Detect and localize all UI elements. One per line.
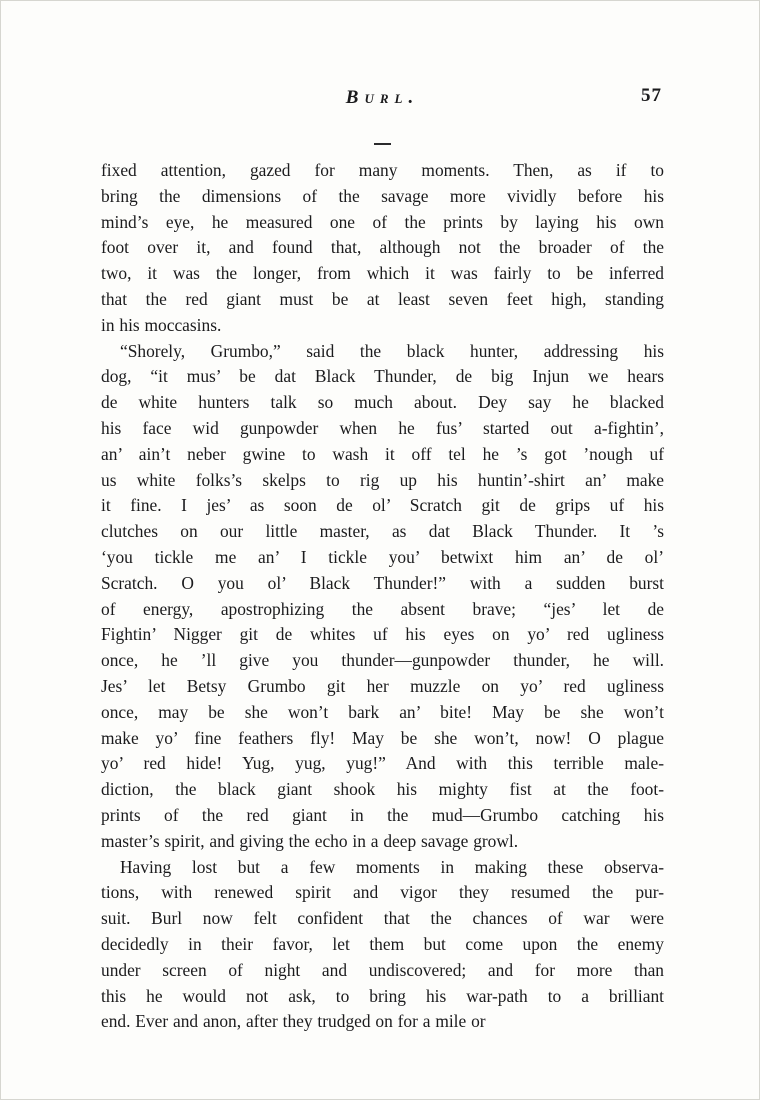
text-line: Fightin’ Nigger git de whites uf his eyes on yo’ red ugliness [101, 624, 664, 645]
text-line: it fine. I jes’ as soon de ol’ Scratch git de grips uf his [101, 495, 664, 516]
page-body [101, 158, 664, 1035]
text-line: once, he ’ll give you thunder—gunpowder thunder, he will. [101, 650, 664, 671]
text-line: yo’ red hide! Yug, yug, yug!” And with this terrible male- [101, 753, 664, 774]
text-line: mind’s eye, he measured one of the prints by laying his own [101, 211, 664, 232]
text-line: once, may be she won’t bark an’ bite! May be she won’t [101, 701, 664, 722]
text-line: tions, with renewed spirit and vigor they resumed the pur- [101, 882, 664, 903]
text-line: “Shorely, Grumbo,” said the black hunter, addressing his [120, 340, 664, 361]
text-line: diction, the black giant shook his mighty fist at the foot- [101, 779, 664, 800]
text-line: end. Ever and anon, after they trudged on for a mile or [101, 1011, 486, 1032]
text-line: Jes’ let Betsy Grumbo git her muzzle on yo’ red ugliness [101, 675, 664, 696]
page-number: 57 [641, 85, 662, 106]
text-line: de white hunters talk so much about. Dey say he blacked [101, 392, 664, 413]
text-line: in his moccasins. [101, 314, 222, 335]
text-line: under screen of night and undiscovered; and for more than [101, 959, 664, 980]
text-line: dog, “it mus’ be dat Black Thunder, de big Injun we hears [101, 366, 664, 387]
header-rule [374, 143, 391, 145]
text-line: suit. Burl now felt confident that the chances of war were [101, 908, 664, 929]
text-line: clutches on our little master, as dat Black Thunder. It ’s [101, 521, 664, 542]
text-line: his face wid gunpowder when he fus’ started out a-fightin’, [101, 417, 664, 438]
text-line: us white folks’s skelps to rig up his huntin’-shirt an’ make [101, 469, 664, 490]
text-line: two, it was the longer, from which it was fairly to be inferred [101, 263, 664, 284]
text-line: prints of the red giant in the mud—Grumbo catching his [101, 804, 664, 825]
text-line: Scratch. O you ol’ Black Thunder!” with a sudden burst [101, 572, 664, 593]
text-line: bring the dimensions of the savage more vividly before his [101, 185, 664, 206]
text-line: foot over it, and found that, although not the broader of the [101, 237, 664, 258]
page-title: Burl. [345, 87, 420, 108]
text-line: of energy, apostrophizing the absent brave; “jes’ let de [101, 598, 664, 619]
text-line: decidedly in their favor, let them but come upon the enemy [101, 933, 664, 954]
text-line: that the red giant must be at least seven feet high, standing [101, 288, 664, 309]
paragraph [101, 339, 664, 855]
text-line: an’ ain’t neber gwine to wash it off tel he ’s got ’nough uf [101, 443, 664, 464]
paragraph [101, 855, 664, 1036]
text-line: make yo’ fine feathers fly! May be she won’t, now! O plague [101, 727, 664, 748]
text-line: master’s spirit, and giving the echo in a deep savage growl. [101, 830, 519, 851]
paragraph [101, 158, 664, 339]
running-head [101, 87, 664, 117]
text-line: ‘you tickle me an’ I tickle you’ betwixt him an’ de ol’ [101, 546, 664, 567]
text-line: this he would not ask, to bring his war-path to a brilliant [101, 985, 664, 1006]
text-line: fixed attention, gazed for many moments. Then, as if to [101, 160, 664, 180]
text-line: Having lost but a few moments in making these observa- [120, 856, 664, 877]
